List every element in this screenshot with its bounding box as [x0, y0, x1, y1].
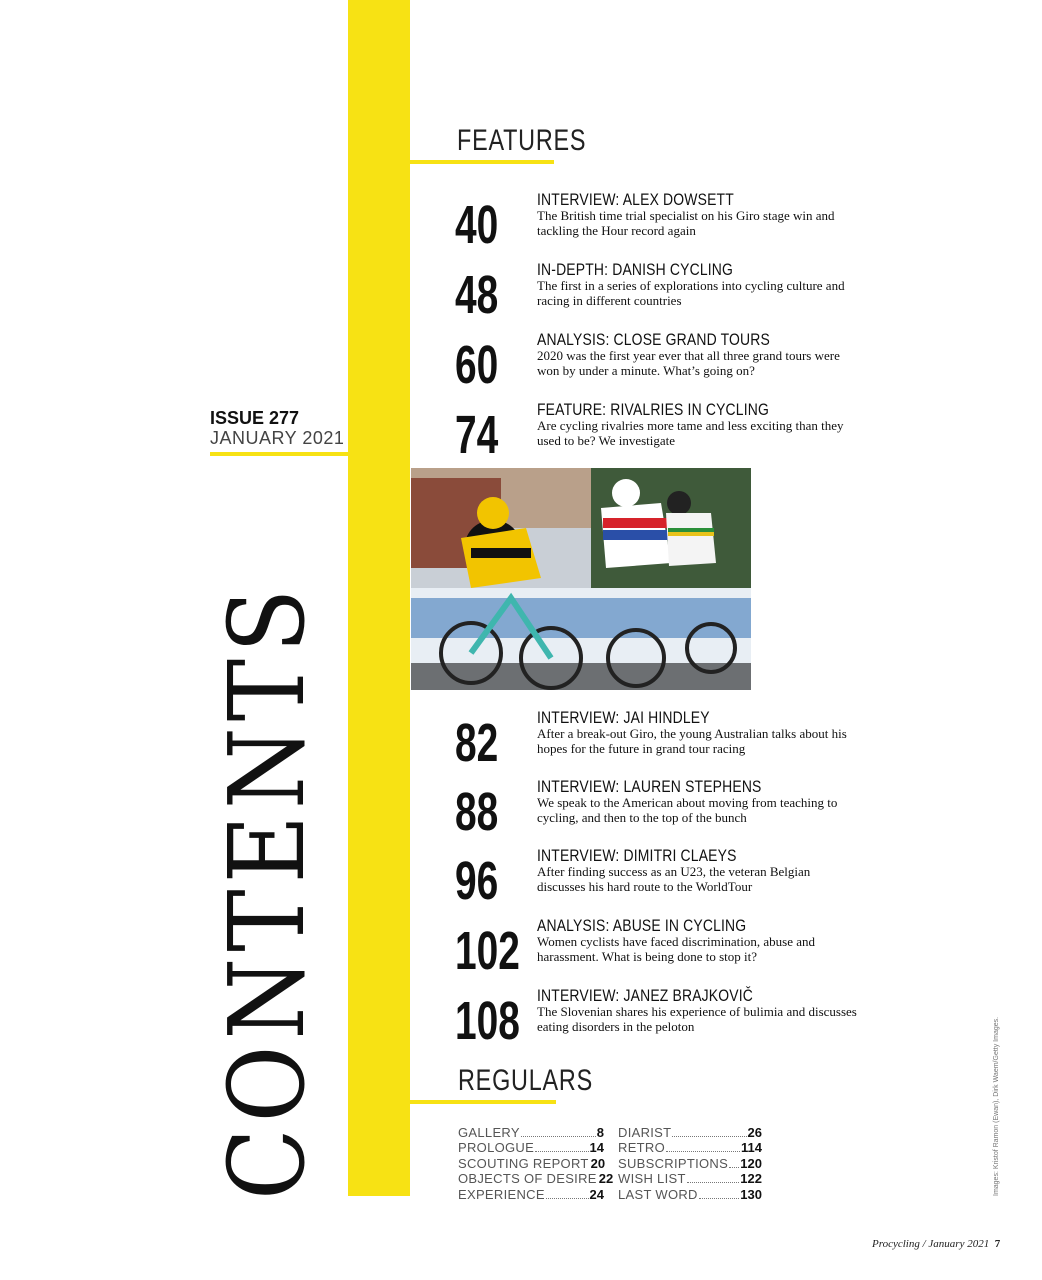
leader-dots — [687, 1182, 740, 1183]
regular-page: 122 — [740, 1171, 762, 1186]
feature-item[interactable] — [455, 986, 857, 1058]
regular-page: 24 — [589, 1186, 604, 1202]
feature-page-number: 88 — [455, 782, 499, 842]
regular-page: 8 — [596, 1124, 604, 1140]
regular-item[interactable] — [458, 1186, 604, 1202]
cyclists-illustration — [411, 468, 751, 690]
regulars-left-column — [458, 1124, 614, 1202]
feature-page-number: 102 — [455, 921, 520, 981]
leader-dots — [546, 1198, 589, 1199]
feature-title: INTERVIEW: DIMITRI CLAEYS — [537, 846, 737, 865]
feature-item[interactable] — [455, 260, 855, 332]
leader-dots — [672, 1136, 746, 1137]
regulars-right-column — [618, 1124, 762, 1202]
feature-description: The first in a series of explorations into cycling culture and racing in different countries — [537, 278, 845, 308]
regulars-underline — [410, 1100, 556, 1104]
regular-page: 26 — [747, 1124, 762, 1140]
feature-item[interactable] — [455, 916, 855, 988]
features-heading: FEATURES — [457, 124, 587, 157]
feature-page-number: 74 — [455, 405, 499, 465]
page-footer — [872, 1238, 1000, 1250]
feature-item[interactable] — [455, 190, 855, 262]
feature-description: We speak to the American about moving from teaching to cycling, and then to the top of the bunch — [537, 795, 838, 825]
regular-label: PROLOGUE — [458, 1140, 535, 1155]
feature-item[interactable] — [455, 708, 855, 780]
regular-page: 22 — [598, 1171, 614, 1186]
issue-date: JANUARY 2021 — [210, 428, 345, 448]
feature-page-number: 60 — [455, 335, 499, 395]
feature-title: ANALYSIS: ABUSE IN CYCLING — [537, 916, 747, 935]
feature-title: INTERVIEW: JANEZ BRAJKOVIČ — [537, 986, 753, 1005]
feature-title: ANALYSIS: CLOSE GRAND TOURS — [537, 330, 770, 349]
regular-page: 120 — [740, 1155, 762, 1171]
regular-label: SCOUTING REPORT — [458, 1155, 589, 1171]
regular-page: 114 — [741, 1140, 762, 1155]
feature-item[interactable] — [455, 846, 855, 918]
leader-dots — [535, 1151, 588, 1152]
leader-dots — [729, 1167, 739, 1168]
feature-description: Women cyclists have faced discrimination, abuse and harassment. What is being done to stop it? — [537, 934, 816, 964]
feature-page-number: 40 — [455, 195, 499, 255]
regular-label: RETRO — [618, 1140, 665, 1155]
leader-dots — [666, 1151, 740, 1152]
leader-dots — [521, 1136, 596, 1137]
feature-title: IN-DEPTH: DANISH CYCLING — [537, 260, 734, 279]
regular-label: EXPERIENCE — [458, 1186, 545, 1202]
features-underline — [410, 160, 554, 164]
regular-item[interactable] — [618, 1140, 762, 1156]
regular-label: OBJECTS OF DESIRE — [458, 1171, 597, 1186]
regular-item[interactable] — [458, 1155, 604, 1171]
feature-page-number: 48 — [455, 265, 499, 325]
regular-label: GALLERY — [458, 1124, 520, 1140]
feature-item[interactable] — [455, 777, 855, 849]
feature-description: 2020 was the first year ever that all three grand tours were won by under a minute. What’s going on? — [537, 348, 840, 378]
feature-item[interactable] — [455, 330, 855, 402]
regular-item[interactable] — [618, 1186, 762, 1202]
regular-item[interactable] — [458, 1140, 604, 1156]
feature-page-number: 96 — [455, 851, 499, 911]
feature-item[interactable] — [455, 400, 855, 472]
feature-description: The Slovenian shares his experience of bulimia and discusses eating disorders in the peloton — [537, 1004, 857, 1034]
regulars-heading: REGULARS — [458, 1064, 593, 1097]
feature-title: INTERVIEW: LAUREN STEPHENS — [537, 777, 762, 796]
regular-item[interactable] — [618, 1155, 762, 1171]
feature-page-number: 82 — [455, 713, 499, 773]
feature-description: After finding success as an U23, the veteran Belgian discusses his hard route to the WorldTour — [537, 864, 811, 894]
regular-label: LAST WORD — [618, 1186, 698, 1202]
issue-number: ISSUE 277 — [210, 408, 300, 428]
contents-title: CONTENTS — [206, 582, 328, 1200]
regular-item[interactable] — [618, 1171, 762, 1187]
regular-item[interactable] — [458, 1171, 614, 1187]
regular-page: 14 — [589, 1140, 604, 1155]
feature-page-number: 108 — [455, 991, 520, 1051]
features-heading-wrap — [457, 124, 623, 158]
leader-dots — [699, 1198, 740, 1199]
feature-title: FEATURE: RIVALRIES IN CYCLING — [537, 400, 769, 419]
feature-description: The British time trial specialist on his Giro stage win and tackling the Hour record again — [537, 208, 835, 238]
feature-title: INTERVIEW: ALEX DOWSETT — [537, 190, 734, 209]
footer-page-number: 7 — [994, 1238, 1001, 1250]
footer-publication: Procycling / January 2021 — [872, 1238, 990, 1250]
regular-label: SUBSCRIPTIONS — [618, 1155, 729, 1171]
issue-underline — [210, 452, 350, 456]
issue-number-wrap — [210, 408, 299, 429]
issue-date-wrap — [210, 428, 344, 449]
regular-item[interactable] — [458, 1124, 604, 1140]
yellow-accent-bar — [348, 0, 410, 1196]
regular-item[interactable] — [618, 1124, 762, 1140]
race-photo — [411, 468, 751, 690]
regular-label: WISH LIST — [618, 1171, 686, 1186]
feature-title: INTERVIEW: JAI HINDLEY — [537, 708, 710, 727]
feature-description: Are cycling rivalries more tame and less exciting than they used to be? We investigate — [537, 418, 844, 448]
regulars-heading-wrap — [458, 1064, 631, 1098]
regular-page: 130 — [740, 1186, 762, 1202]
image-credit: Images: Kristof Ramon (Ewan), Dirk Waem/Getty Images. — [993, 1016, 1000, 1196]
regular-label: DIARIST — [618, 1124, 672, 1140]
regular-page: 20 — [590, 1155, 606, 1171]
feature-description: After a break-out Giro, the young Australian talks about his hopes for the future in grand tour racing — [537, 726, 847, 756]
